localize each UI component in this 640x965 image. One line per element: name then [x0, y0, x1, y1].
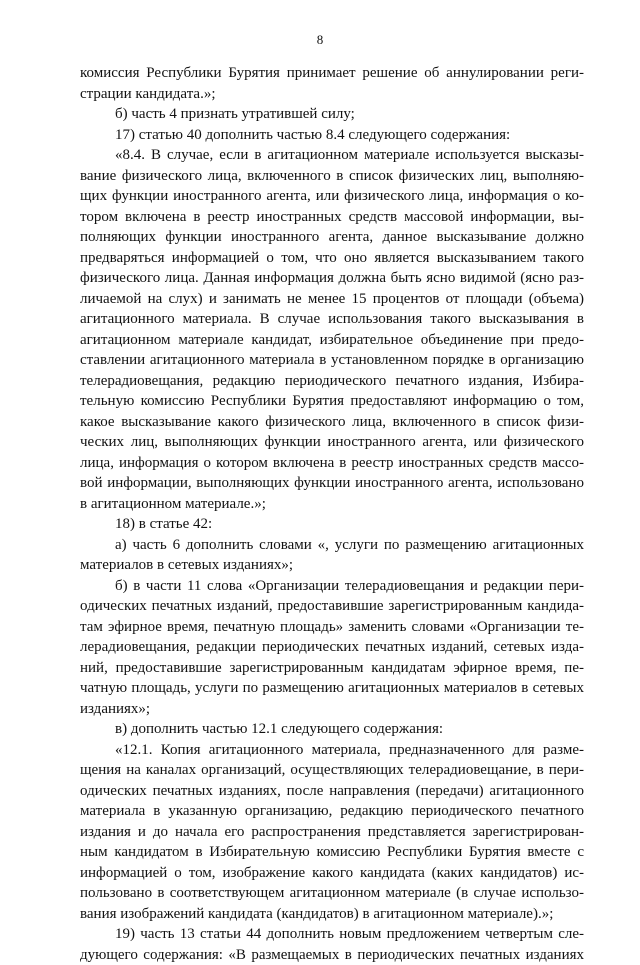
- text-line: щих функции иностранного агента, или физического лица, информация о ко-: [80, 186, 584, 207]
- text-line: одических печатных изданий, предоставившие зарегистрированным кандида-: [80, 596, 584, 617]
- text-line: телерадиовещания, редакцию периодического печатного издания, Избира-: [80, 371, 584, 392]
- text-line: одических печатных изданиях, после направления (передачи) агитационного: [80, 781, 584, 802]
- text-line: б) часть 4 признать утратившей силу;: [80, 104, 584, 125]
- text-line: тельную комиссию Республики Бурятия предоставляют информацию о том,: [80, 391, 584, 412]
- text-line: лица, информация о котором включена в реестр иностранных средств массо-: [80, 453, 584, 474]
- text-line: полняющих функции иностранного агента, данное высказывание должно: [80, 227, 584, 248]
- text-line: комиссия Республики Бурятия принимает решение об аннулировании реги-: [80, 63, 584, 84]
- text-line: агитационном материале кандидат, избирательное объединение при предо-: [80, 330, 584, 351]
- text-line: ным кандидатом в Избирательную комиссию Республики Бурятия вместе с: [80, 842, 584, 863]
- text-line: ческих лиц, выполняющих функции иностранного агента, или физического: [80, 432, 584, 453]
- text-line: чатную площадь, услуги по размещению агитационных материалов в сетевых: [80, 678, 584, 699]
- text-line: издания и до начала его распространения представляется зарегистрирован-: [80, 822, 584, 843]
- text-line: личаемой на слух) и занимать не менее 15 процентов от площади (объема): [80, 289, 584, 310]
- text-line: материала в указанную организацию, редакцию периодического печатного: [80, 801, 584, 822]
- text-line: физического лица. Данная информация должна быть ясно видимой (ясно раз-: [80, 268, 584, 289]
- text-line: предваряться информацией о том, что оно является высказыванием такого: [80, 248, 584, 269]
- document-body: [80, 63, 584, 965]
- text-line: б) в части 11 слова «Организации телерадиовещания и редакции пери-: [80, 576, 584, 597]
- text-line: тором включена в реестр иностранных средств массовой информации, вы-: [80, 207, 584, 228]
- text-line: а) часть 6 дополнить словами «, услуги по размещению агитационных: [80, 535, 584, 556]
- text-line: ний, предоставившие зарегистрированным кандидатам эфирное время, пе-: [80, 658, 584, 679]
- text-line: «12.1. Копия агитационного материала, предназначенного для разме-: [80, 740, 584, 761]
- text-line: вания изображений кандидата (кандидатов) в агитационном материале).»;: [80, 904, 584, 925]
- text-line: какое высказывание какого физического лица, включенного в список физи-: [80, 412, 584, 433]
- text-line: 17) статью 40 дополнить частью 8.4 следующего содержания:: [80, 125, 584, 146]
- text-line: агитационного материала. В случае использования такого высказывания в: [80, 309, 584, 330]
- text-line: в) дополнить частью 12.1 следующего содержания:: [80, 719, 584, 740]
- text-line: пользовано в соответствующем агитационном материале (в случае использо-: [80, 883, 584, 904]
- page-number: 8: [0, 32, 640, 48]
- text-line: «8.4. В случае, если в агитационном материале используется высказы-: [80, 145, 584, 166]
- text-line: 18) в статье 42:: [80, 514, 584, 535]
- text-line: там эфирное время, печатную площадь» заменить словами «Организации те-: [80, 617, 584, 638]
- text-line: изданиях»;: [80, 699, 584, 720]
- text-line: дующего содержания: «В размещаемых в периодических печатных изданиях: [80, 945, 584, 965]
- text-line: информацией о том, изображение какого кандидата (каких кандидатов) ис-: [80, 863, 584, 884]
- text-line: вой информации, выполняющих функции иностранного агента, использовано: [80, 473, 584, 494]
- text-line: вание физического лица, включенного в список физических лиц, выполняю-: [80, 166, 584, 187]
- text-line: в агитационном материале.»;: [80, 494, 584, 515]
- text-line: 19) часть 13 статьи 44 дополнить новым предложением четвертым сле-: [80, 924, 584, 945]
- text-line: щения на каналах организаций, осуществляющих телерадиовещание, в пери-: [80, 760, 584, 781]
- text-line: страции кандидата.»;: [80, 84, 584, 105]
- text-line: лерадиовещания, редакции периодических печатных изданий, сетевых изда-: [80, 637, 584, 658]
- text-line: материалов в сетевых изданиях»;: [80, 555, 584, 576]
- text-line: ставлении агитационного материала в установленном порядке в организацию: [80, 350, 584, 371]
